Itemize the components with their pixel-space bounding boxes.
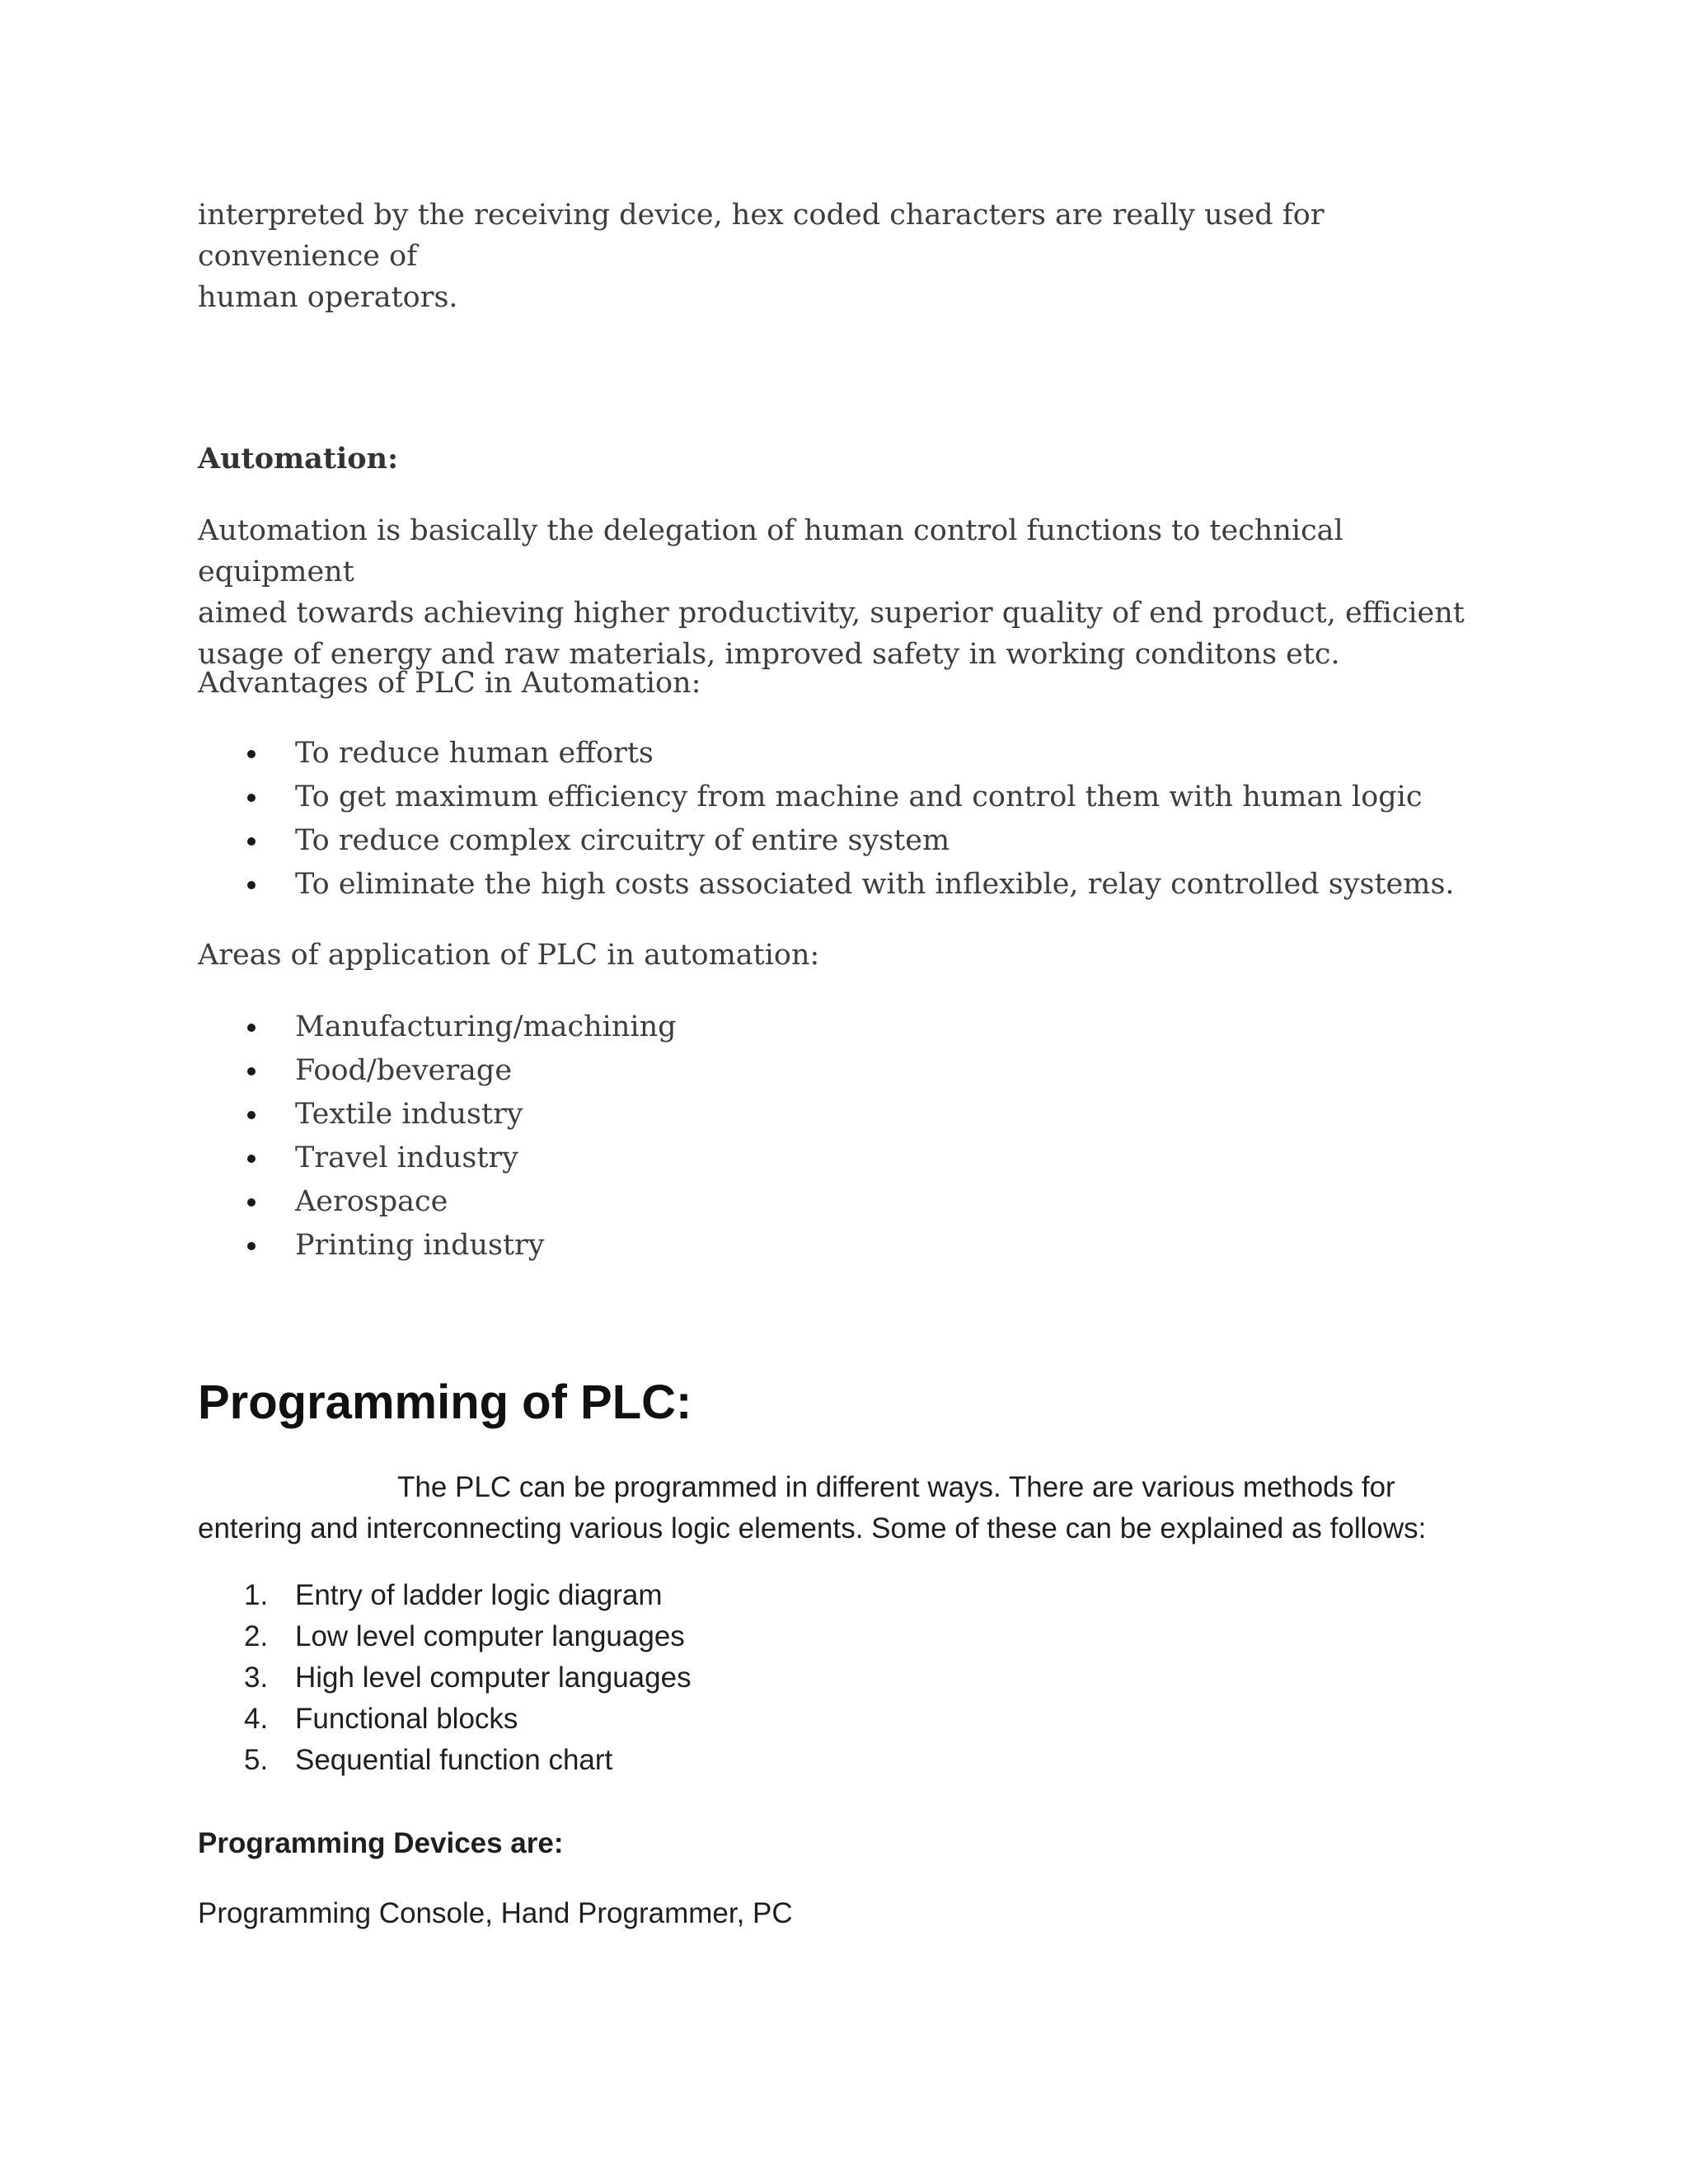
bullet-icon	[247, 794, 256, 802]
list-item	[198, 1699, 692, 1740]
list-number: 2.	[244, 1620, 269, 1652]
list-item-text: Entry of ladder logic diagram	[295, 1579, 663, 1611]
list-item	[198, 732, 1455, 776]
list-item-text: To reduce human efforts	[295, 737, 654, 770]
list-item-text: High level computer languages	[295, 1661, 692, 1694]
intro-line: interpreted by the receiving device, hex coded characters are really used for convenience of	[198, 199, 1325, 273]
list-item	[198, 1137, 677, 1180]
automation-line: aimed towards achieving higher productivity, superior quality of end product, efficient	[198, 597, 1465, 630]
bullet-icon	[247, 750, 256, 758]
list-item	[198, 1049, 677, 1093]
list-item-text: Functional blocks	[295, 1703, 518, 1735]
list-item	[198, 1575, 692, 1616]
devices-text: Programming Console, Hand Programmer, PC	[198, 1897, 793, 1929]
list-item-text: Sequential function chart	[295, 1744, 613, 1776]
bullet-icon	[247, 1242, 256, 1250]
list-item-text: Manufacturing/machining	[295, 1010, 677, 1043]
list-item-text: Low level computer languages	[295, 1620, 685, 1652]
bullet-icon	[247, 881, 256, 889]
bullet-icon	[247, 1024, 256, 1032]
list-item	[198, 1093, 677, 1137]
list-item	[198, 863, 1455, 907]
list-number: 5.	[244, 1744, 269, 1776]
programming-intro-line: entering and interconnecting various logic elements. Some of these can be explained as follows:	[198, 1512, 1427, 1544]
list-item	[198, 1657, 692, 1699]
advantages-list	[198, 732, 1455, 907]
bullet-icon	[247, 1155, 256, 1163]
list-item-text: To reduce complex circuitry of entire system	[295, 824, 950, 857]
list-item-text: Textile industry	[295, 1098, 523, 1131]
bullet-icon	[247, 1198, 256, 1207]
list-item-text: To eliminate the high costs associated with inflexible, relay controlled systems.	[295, 868, 1455, 901]
programming-intro-line: The PLC can be programmed in different ways. There are various methods for	[397, 1471, 1395, 1503]
programming-heading: Programming of PLC:	[198, 1376, 692, 1429]
areas-list	[198, 1005, 677, 1268]
list-item-text: Travel industry	[295, 1141, 518, 1174]
list-number: 3.	[244, 1661, 269, 1694]
devices-title: Programming Devices are:	[198, 1827, 564, 1859]
list-item	[198, 1180, 677, 1224]
list-item	[198, 1224, 677, 1268]
methods-list	[198, 1575, 692, 1781]
automation-heading: Automation:	[198, 442, 399, 476]
list-item	[198, 1740, 692, 1781]
list-item	[198, 819, 1455, 863]
bullet-icon	[247, 1067, 256, 1076]
areas-title: Areas of application of PLC in automation:	[198, 939, 820, 972]
automation-line: usage of energy and raw materials, improved safety in working conditons etc.	[198, 638, 1340, 671]
list-item-text: Printing industry	[295, 1229, 545, 1262]
automation-line: Automation is basically the delegation of human control functions to technical equipment	[198, 514, 1343, 588]
intro-paragraph	[198, 194, 1484, 318]
programming-intro	[198, 1467, 1484, 1549]
list-number: 1.	[244, 1579, 269, 1611]
advantages-title: Advantages of PLC in Automation:	[198, 667, 701, 700]
bullet-icon	[247, 1111, 256, 1119]
list-item	[198, 1616, 692, 1657]
list-item	[198, 776, 1455, 819]
list-item-text: Aerospace	[295, 1185, 448, 1218]
automation-paragraph	[198, 510, 1484, 675]
bullet-icon	[247, 837, 256, 846]
list-item	[198, 1005, 677, 1049]
list-item-text: Food/beverage	[295, 1054, 513, 1087]
list-item-text: To get maximum efficiency from machine and control them with human logic	[295, 780, 1423, 813]
intro-line: human operators.	[198, 281, 458, 314]
list-number: 4.	[244, 1703, 269, 1735]
